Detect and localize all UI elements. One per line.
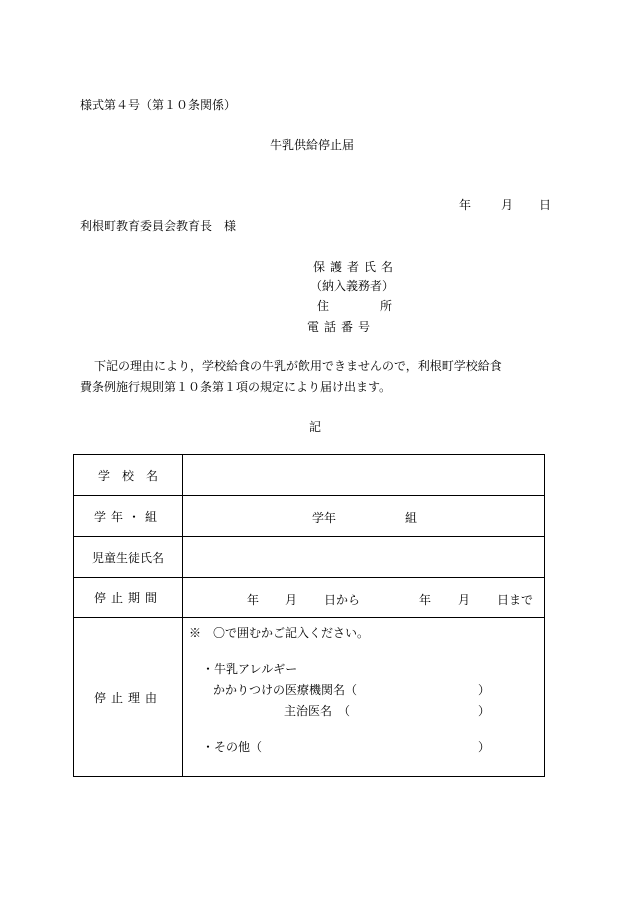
- grade-field[interactable]: [183, 496, 544, 536]
- school-label: 学 校 名: [74, 455, 183, 495]
- body-text-line1: 下記の理由により，学校給食の牛乳が飲用できませんので，利根町学校給食: [94, 359, 502, 373]
- allergy-option: ・牛乳アレルギー: [202, 662, 298, 676]
- doctor-close: ）: [478, 704, 491, 718]
- date-month-label: 月: [501, 198, 514, 212]
- reason-label: 停止理由: [74, 618, 183, 776]
- period-field[interactable]: [183, 578, 544, 617]
- note-heading: 記: [309, 420, 322, 434]
- doctor-label: 主治医名 （: [284, 704, 351, 718]
- period-label: 停止期間: [74, 578, 183, 617]
- clinic-close: ）: [478, 683, 491, 697]
- reason-row: [74, 618, 544, 776]
- school-field[interactable]: [183, 455, 544, 495]
- student-field[interactable]: [183, 537, 544, 577]
- student-row: [74, 537, 544, 578]
- other-close: ）: [478, 740, 491, 754]
- addressee: 利根町教育委員会教育長 様: [80, 219, 237, 233]
- date-day-label: 日: [539, 198, 552, 212]
- address-label-1: 住: [317, 299, 330, 313]
- address-label-2: 所: [380, 299, 393, 313]
- period-end-day: 日まで: [497, 593, 534, 607]
- grade-label: 学年・組: [74, 496, 183, 536]
- period-start-day: 日から: [324, 593, 361, 607]
- applicant-name-label: 保護者氏名: [313, 260, 399, 274]
- clinic-label: かかりつけの医療機関名（: [213, 683, 358, 697]
- page-title: 牛乳供給停止届: [270, 138, 355, 152]
- school-row: [74, 455, 544, 496]
- body-text-line2: 費条例施行規則第１０条第１項の規定により届け出ます。: [80, 380, 392, 394]
- period-start-year: 年: [247, 593, 260, 607]
- date-year-label: 年: [459, 198, 472, 212]
- grade-year-label: 学年: [312, 511, 337, 525]
- grade-class-label: 組: [405, 511, 418, 525]
- reason-field[interactable]: [183, 618, 544, 776]
- payer-label: （納入義務者）: [310, 279, 395, 293]
- phone-label: 電話番号: [307, 320, 376, 334]
- other-option: ・その他（: [202, 740, 263, 754]
- period-end-year: 年: [419, 593, 432, 607]
- form-number: 様式第４号（第１０条関係）: [80, 98, 237, 112]
- grade-row: [74, 496, 544, 537]
- period-start-month: 月: [285, 593, 298, 607]
- period-end-month: 月: [458, 593, 471, 607]
- student-label: 児童生徒氏名: [74, 537, 183, 577]
- details-table: [73, 454, 545, 777]
- reason-instruction: ※ 〇で囲むかご記入ください。: [189, 626, 370, 640]
- period-row: [74, 578, 544, 618]
